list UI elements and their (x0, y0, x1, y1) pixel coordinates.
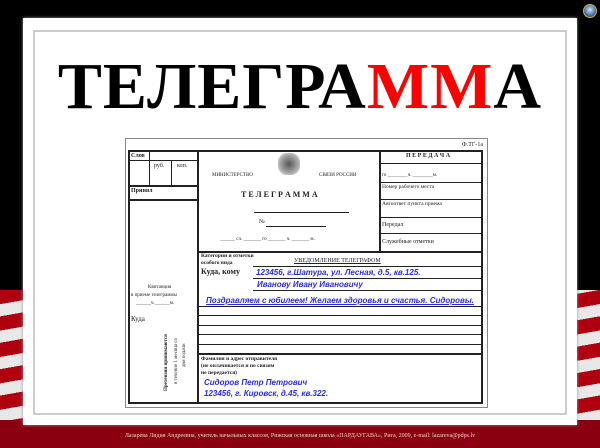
label-sender: Фамилия и адрес отправителя (201, 356, 278, 362)
divider (379, 199, 483, 200)
label-receipt: Квитанция (148, 285, 172, 290)
form-heading: Т Е Л Е Г Р А М М А (241, 190, 318, 199)
label-categories2: особого вида (201, 260, 233, 266)
label-sent-by: Передал (382, 222, 404, 228)
divider (379, 217, 483, 218)
line (197, 325, 483, 326)
label-autoreply: Автоответ пункта приема (382, 201, 442, 207)
receipt-time: ______ч.______м. (136, 301, 175, 306)
label-accepted: Принял (131, 188, 153, 194)
telegram-form (125, 138, 488, 408)
globe-logo-icon[interactable] (583, 4, 597, 18)
sender-name[interactable]: Сидоров Петр Петрович (204, 378, 308, 387)
line (266, 226, 326, 227)
divider (128, 185, 197, 187)
label-ministry2: СВЯЗИ РОССИИ (319, 173, 357, 178)
label-workplace: Номер рабочего места (382, 184, 435, 190)
coat-of-arms-icon (278, 153, 300, 175)
label-receipt2: в приеме телеграммы (131, 293, 177, 298)
title-red: ММ (366, 50, 494, 123)
label-where: Куда (131, 315, 145, 323)
label-number: № (259, 219, 265, 225)
vertical-note-2: в течение 1 месяца со (174, 337, 179, 384)
label-sender3: не передается) (201, 370, 238, 376)
center-time-line: ______ сл. _______ го _______ ч. _______ м. (220, 237, 315, 242)
right-time-line: го ________ч. ________м. (382, 173, 438, 178)
line (197, 315, 483, 316)
title-black-end: А (493, 50, 543, 123)
label-ministry: МИНИСТЕРСТВО (212, 173, 253, 178)
vertical-note-3: дня подачи (182, 343, 187, 367)
divider (197, 353, 483, 355)
line (253, 266, 483, 267)
label-words: Слов (131, 153, 145, 159)
divider (379, 233, 483, 234)
divider (128, 160, 197, 161)
line (253, 278, 483, 279)
divider (149, 150, 150, 185)
message-text[interactable]: Поздравляем с юбилеем! Желаем здоровья и счастья. Сидоровы. (206, 296, 474, 305)
label-categories: Категории и отметки (201, 253, 254, 259)
vertical-note-1: Претензии принимаются (164, 334, 169, 391)
label-to: Куда, кому (201, 267, 240, 276)
label-rub: руб. (154, 163, 165, 169)
label-service-notes: Служебные отметки (382, 239, 434, 245)
footer-credit: Лазарева Лидия Андреевна, учитель начальных классов, Рижская основная школа «ПАРДАУГАВА», Рига, 2009, e-mail: lazareva@pdps.lv (124, 433, 476, 439)
divider (128, 199, 197, 201)
divider (379, 163, 483, 164)
line (253, 290, 483, 291)
title-black: ТЕЛЕГРА (57, 50, 367, 123)
label-transmit: П Е Р Е Д А Ч А (406, 153, 451, 159)
divider (197, 150, 199, 404)
sender-address[interactable]: 123456, г. Кировск, д.45, кв.322. (204, 389, 329, 398)
line (197, 344, 483, 345)
recipient-address[interactable]: 123456, г.Шатура, ул. Лесная, д.5, кв.125. (256, 268, 421, 277)
label-notice: УВЕДОМЛЕНИЕ ТЕЛЕГРАФОМ (294, 258, 381, 264)
line (197, 334, 483, 335)
line (254, 212, 349, 213)
divider (379, 182, 483, 183)
label-kop: коп. (177, 163, 188, 169)
slide-title (23, 50, 577, 123)
label-sender2: (не оплачивается и по связям (201, 363, 275, 369)
recipient-name[interactable]: Иванову Ивану Ивановичу (257, 280, 363, 289)
line (197, 306, 483, 307)
form-code: Ф.ТГ-1а (461, 142, 483, 148)
divider (379, 150, 381, 251)
divider (171, 160, 172, 185)
